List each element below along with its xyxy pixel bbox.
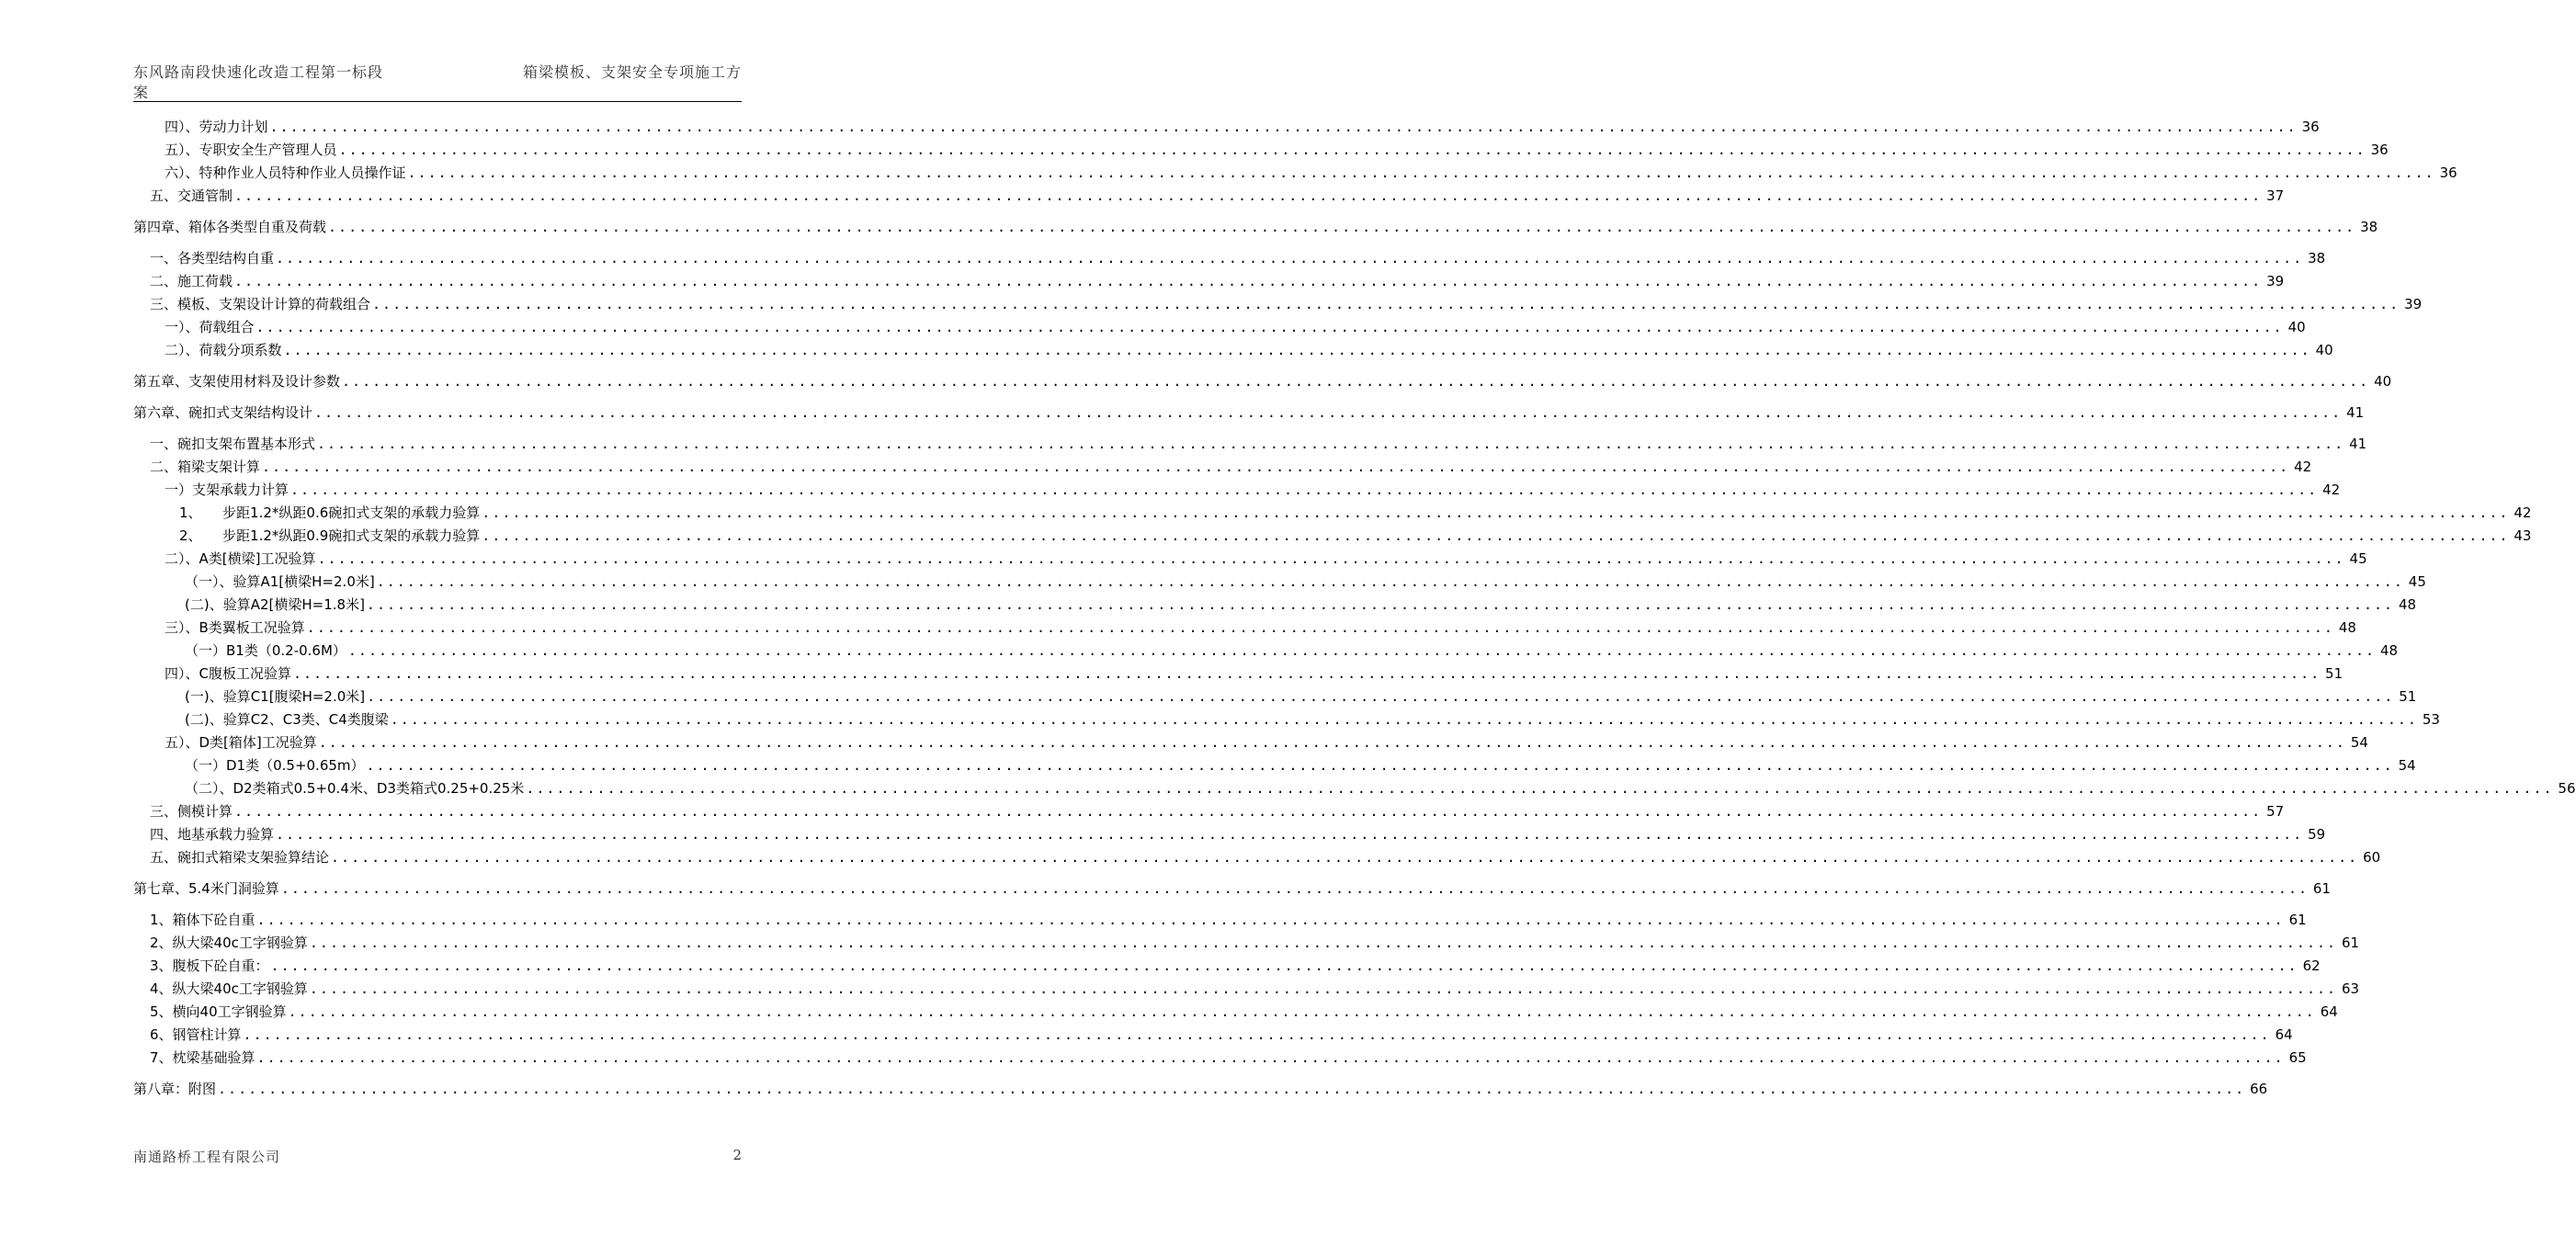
toc-entry[interactable]	[133, 777, 2576, 800]
toc-entry-page: 42	[2294, 459, 2312, 475]
toc-entry[interactable]	[133, 247, 2326, 270]
toc-leader-dots: ........................................................................................................................................................................................................	[376, 573, 2404, 590]
toc-entry-title: （一）B1类（0.2-0.6M）	[185, 642, 346, 659]
toc-leader-dots: ........................................................................................................................................................................................................	[347, 642, 2377, 659]
toc-entry[interactable]	[133, 339, 2333, 362]
toc-entry-title: 1、箱体下砼自重	[150, 912, 255, 928]
toc-entry-title: 第六章、碗扣式支架结构设计	[133, 404, 313, 421]
toc-entry-page: 57	[2266, 803, 2285, 820]
toc-entry-title: 4、纵大梁40c工字钢验算	[150, 980, 308, 997]
toc-leader-dots: ........................................................................................................................................................................................................	[407, 164, 2435, 181]
toc-entry-title: 第七章、5.4米门洞验算	[133, 880, 279, 897]
toc-entry[interactable]	[133, 293, 2423, 316]
toc-entry[interactable]	[133, 525, 2532, 548]
toc-entry[interactable]	[133, 216, 2378, 239]
toc-entry-page: 62	[2302, 957, 2321, 974]
toc-entry-page: 43	[2514, 527, 2532, 544]
toc-entry-title: 1、 步距1.2*纵距0.6碗扣式支架的承载力验算	[179, 504, 481, 521]
toc-entry-page: 61	[2312, 880, 2332, 897]
toc-entry-page: 36	[2439, 164, 2457, 181]
toc-entry-title: 五）、D类[箱体]工况验算	[165, 734, 317, 751]
toc-entry[interactable]	[133, 370, 2392, 393]
toc-entry-title: 第五章、支架使用材料及设计参数	[133, 373, 341, 390]
toc-entry[interactable]	[133, 1078, 2268, 1101]
toc-entry[interactable]	[133, 270, 2285, 293]
toc-entry-page: 51	[2325, 665, 2343, 682]
toc-entry-page: 42	[2514, 504, 2532, 521]
toc-leader-dots: ........................................................................................................................................................................................................	[234, 803, 2263, 820]
toc-entry-page: 41	[2349, 436, 2367, 452]
toc-entry-page: 42	[2322, 482, 2341, 498]
footer-page-number: 2	[732, 1147, 742, 1163]
toc-entry-page: 40	[2374, 373, 2392, 390]
toc-entry-page: 54	[2350, 734, 2368, 751]
toc-entry-title: 3、腹板下砼自重：	[150, 957, 269, 974]
toc-entry-page: 56	[2558, 780, 2576, 797]
toc-entry-title: （一）D1类（0.5+0.65m）	[185, 757, 365, 774]
toc-entry[interactable]	[133, 754, 2416, 777]
toc-leader-dots: ........................................................................................................................................................................................................	[366, 757, 2394, 774]
toc-entry-page: 41	[2346, 404, 2365, 421]
toc-entry-title: 一、各类型结构自重	[150, 250, 275, 266]
toc-entry-title: 5、横向40工字钢验算	[150, 1003, 287, 1020]
toc-entry-page: 36	[2370, 142, 2389, 158]
toc-entry-page: 51	[2399, 688, 2417, 705]
toc-entry-title: （二）、D2类箱式0.5+0.4米、D3类箱式0.25+0.25米	[185, 780, 525, 797]
toc-entry-page: 38	[2360, 219, 2378, 235]
toc-entry-title: 三）、B类翼板工况验算	[165, 619, 305, 636]
toc-entry-title: 第四章、箱体各类型自重及荷载	[133, 219, 327, 235]
toc-entry-page: 39	[2404, 296, 2423, 312]
toc-entry-page: 48	[2398, 596, 2417, 613]
toc-entry-page: 39	[2266, 273, 2285, 289]
toc-leader-dots: ........................................................................................................................................................................................................	[331, 849, 2359, 866]
toc-entry[interactable]	[133, 708, 2440, 731]
toc-entry[interactable]	[133, 433, 2367, 456]
toc-entry-title: (一)、验算C1[腹梁H=2.0米]	[185, 688, 366, 705]
toc-leader-dots: ........................................................................................................................................................................................................	[317, 550, 2345, 567]
toc-entry-title: 一）支架承载力计算	[165, 482, 289, 498]
toc-leader-dots: ........................................................................................................................................................................................................	[306, 619, 2334, 636]
toc-entry[interactable]	[133, 823, 2326, 846]
toc-entry[interactable]	[133, 932, 2360, 955]
toc-entry[interactable]	[133, 185, 2285, 208]
toc-entry-title: （一）、验算A1[横梁H=2.0米]	[185, 573, 375, 590]
toc-entry[interactable]	[133, 162, 2457, 185]
toc-leader-dots: ........................................................................................................................................................................................................	[280, 880, 2309, 897]
toc-entry-page: 61	[2341, 935, 2360, 951]
toc-entry[interactable]	[133, 663, 2343, 685]
toc-entry-title: 2、纵大梁40c工字钢验算	[150, 935, 308, 951]
toc-entry[interactable]	[133, 139, 2389, 162]
toc-entry[interactable]	[133, 594, 2417, 617]
toc-entry[interactable]	[133, 909, 2307, 932]
toc-leader-dots: ........................................................................................................................................................................................................	[276, 826, 2304, 843]
toc-leader-dots: ........................................................................................................................................................................................................	[366, 596, 2395, 613]
toc-entry-page: 37	[2266, 187, 2285, 204]
toc-entry[interactable]	[133, 1047, 2307, 1070]
toc-entry[interactable]	[133, 548, 2367, 571]
toc-leader-dots: ........................................................................................................................................................................................................	[328, 219, 2356, 235]
toc-entry[interactable]	[133, 685, 2417, 708]
toc-entry[interactable]	[133, 571, 2426, 594]
toc-leader-dots: ........................................................................................................................................................................................................	[256, 912, 2285, 928]
toc-entry[interactable]	[133, 1001, 2338, 1024]
toc-entry-title: 二、箱梁支架计算	[150, 459, 261, 475]
toc-entry[interactable]	[133, 456, 2312, 479]
toc-entry-page: 53	[2422, 711, 2440, 728]
toc-entry-title: (二)、验算C2、C3类、C4类腹梁	[185, 711, 389, 728]
toc-entry-title: 2、 步距1.2*纵距0.9碗扣式支架的承载力验算	[179, 527, 481, 544]
toc-entry-title: 二、施工荷载	[150, 273, 233, 289]
toc-leader-dots: ........................................................................................................................................................................................................	[270, 957, 2298, 974]
toc-leader-dots: ........................................................................................................................................................................................................	[290, 482, 2319, 498]
toc-entry-title: 三、侧模计算	[150, 803, 233, 820]
toc-entry-title: 一）、荷载组合	[165, 319, 255, 335]
toc-entry[interactable]	[133, 402, 2365, 425]
toc-leader-dots: ........................................................................................................................................................................................................	[372, 296, 2400, 312]
toc-leader-dots: ........................................................................................................................................................................................................	[390, 711, 2418, 728]
toc-entry-page: 45	[2408, 573, 2426, 590]
page-header	[133, 61, 742, 102]
toc-entry-title: 四）、劳动力计划	[165, 119, 268, 135]
footer-company-name: 南通路桥工程有限公司	[133, 1149, 281, 1165]
toc-leader-dots: ........................................................................................................................................................................................................	[338, 142, 2366, 158]
toc-entry-title: 二）、荷载分项系数	[165, 342, 282, 358]
header-project-title: 东风路南段快速化改造工程第一标段案	[133, 63, 384, 101]
toc-entry[interactable]	[133, 316, 2306, 339]
toc-leader-dots: ........................................................................................................................................................................................................	[269, 119, 2298, 135]
header-document-title: 箱梁模板、支架安全专项施工方	[522, 63, 742, 81]
toc-leader-dots: ........................................................................................................................................................................................................	[255, 319, 2284, 335]
toc-entry-title: 五、碗扣式箱梁支架验算结论	[150, 849, 330, 866]
toc-leader-dots: ........................................................................................................................................................................................................	[342, 373, 2370, 390]
toc-entry-page: 65	[2288, 1049, 2307, 1066]
toc-entry-page: 60	[2363, 849, 2381, 866]
toc-entry-page: 36	[2301, 119, 2320, 135]
toc-entry-page: 45	[2349, 550, 2367, 567]
toc-entry-page: 59	[2308, 826, 2326, 843]
toc-entry-title: 五、交通管制	[150, 187, 233, 204]
toc-leader-dots: ........................................................................................................................................................................................................	[283, 342, 2311, 358]
toc-entry-page: 48	[2379, 642, 2399, 659]
toc-entry-title: (二)、验算A2[横梁H=1.8米]	[185, 596, 365, 613]
page-footer	[133, 1147, 742, 1167]
toc-leader-dots: ........................................................................................................................................................................................................	[276, 250, 2304, 266]
toc-leader-dots: ........................................................................................................................................................................................................	[292, 665, 2321, 682]
toc-leader-dots: ........................................................................................................................................................................................................	[317, 436, 2345, 452]
toc-leader-dots: ........................................................................................................................................................................................................	[526, 780, 2554, 797]
toc-entry-title: 二）、A类[横梁]工况验算	[165, 550, 316, 567]
toc-leader-dots: ........................................................................................................................................................................................................	[309, 935, 2338, 951]
toc-entry[interactable]	[133, 479, 2341, 502]
toc-leader-dots: ........................................................................................................................................................................................................	[262, 459, 2290, 475]
table-of-contents	[133, 116, 2576, 1101]
toc-entry[interactable]	[133, 617, 2356, 640]
toc-leader-dots: ........................................................................................................................................................................................................	[309, 980, 2338, 997]
toc-leader-dots: ........................................................................................................................................................................................................	[482, 504, 2510, 521]
toc-entry-page: 61	[2288, 912, 2307, 928]
toc-entry[interactable]	[133, 502, 2532, 525]
toc-entry[interactable]	[133, 731, 2368, 754]
toc-entry-page: 40	[2287, 319, 2306, 335]
toc-leader-dots: ........................................................................................................................................................................................................	[318, 734, 2346, 751]
toc-leader-dots: ........................................................................................................................................................................................................	[367, 688, 2395, 705]
toc-entry-title: 四）、C腹板工况验算	[165, 665, 291, 682]
toc-leader-dots: ........................................................................................................................................................................................................	[234, 187, 2263, 204]
toc-leader-dots: ........................................................................................................................................................................................................	[256, 1049, 2285, 1066]
toc-leader-dots: ........................................................................................................................................................................................................	[218, 1081, 2246, 1097]
toc-entry[interactable]	[133, 955, 2321, 978]
toc-entry[interactable]	[133, 640, 2399, 663]
toc-entry[interactable]	[133, 878, 2332, 901]
toc-entry-page: 48	[2338, 619, 2356, 636]
toc-leader-dots: ........................................................................................................................................................................................................	[314, 404, 2343, 421]
toc-entry-page: 64	[2275, 1026, 2293, 1043]
toc-entry-page: 63	[2341, 980, 2360, 997]
toc-entry-title: 四、地基承载力验算	[150, 826, 275, 843]
toc-entry-page: 64	[2320, 1003, 2338, 1020]
toc-entry-page: 40	[2315, 342, 2333, 358]
toc-entry-title: 6、钢管柱计算	[150, 1026, 242, 1043]
toc-entry-title: 三、模板、支架设计计算的荷载组合	[150, 296, 371, 312]
toc-leader-dots: ........................................................................................................................................................................................................	[243, 1026, 2271, 1043]
toc-entry-title: 第八章：附图	[133, 1081, 217, 1097]
toc-leader-dots: ........................................................................................................................................................................................................	[288, 1003, 2316, 1020]
toc-entry-title: 六）、特种作业人员特种作业人员操作证	[165, 164, 406, 181]
toc-entry-page: 66	[2250, 1081, 2268, 1097]
toc-entry-page: 38	[2308, 250, 2326, 266]
toc-entry-title: 7、枕梁基础验算	[150, 1049, 255, 1066]
toc-entry[interactable]	[133, 800, 2285, 823]
toc-entry-page: 54	[2398, 757, 2416, 774]
toc-entry[interactable]	[133, 116, 2320, 139]
toc-entry[interactable]	[133, 978, 2360, 1001]
toc-entry-title: 一、碗扣支架布置基本形式	[150, 436, 316, 452]
toc-entry[interactable]	[133, 846, 2381, 869]
toc-leader-dots: ........................................................................................................................................................................................................	[482, 527, 2510, 544]
toc-entry-title: 五）、专职安全生产管理人员	[165, 142, 337, 158]
toc-entry[interactable]	[133, 1024, 2293, 1047]
toc-leader-dots: ........................................................................................................................................................................................................	[234, 273, 2263, 289]
